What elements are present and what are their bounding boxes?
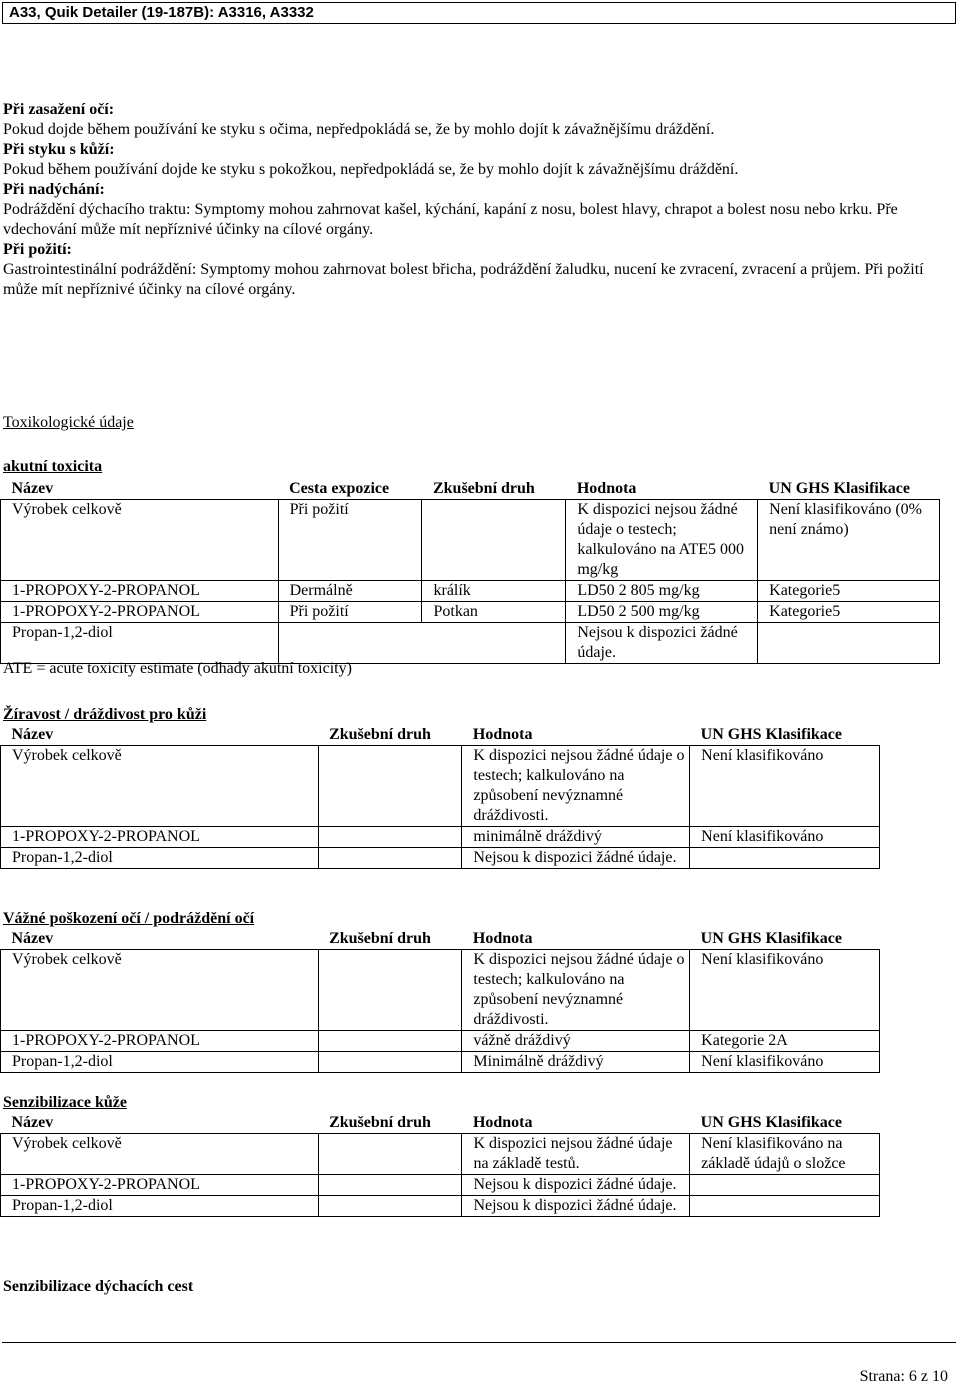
table-row [1, 581, 940, 602]
cell: Kategorie5 [758, 581, 940, 602]
cell [318, 1196, 462, 1217]
cell: Kategorie5 [758, 602, 940, 623]
acute-table [0, 479, 940, 664]
col-species: Zkušební druh [318, 929, 462, 950]
cell: 1-PROPOXY-2-PROPANOL [1, 827, 319, 848]
cell: Propan-1,2-diol [1, 623, 279, 664]
table-row [1, 848, 880, 869]
cell [318, 848, 462, 869]
sens-table [0, 1113, 880, 1217]
cell: 1-PROPOXY-2-PROPANOL [1, 1175, 319, 1196]
cell: K dispozici nejsou žádné údaje o testech; kalkulováno na způsobení nevýznamné dráždivosti. [462, 746, 690, 827]
table-row [1, 827, 880, 848]
table-row [1, 1175, 880, 1196]
section-inhalation [3, 180, 953, 240]
col-value: Hodnota [462, 725, 690, 746]
table-row [1, 1052, 880, 1073]
cell: Propan-1,2-diol [1, 1052, 319, 1073]
cell: Propan-1,2-diol [1, 1196, 319, 1217]
cell [318, 746, 462, 827]
cell: Není klasifikováno (0% není známo) [758, 500, 940, 581]
cell [318, 1134, 462, 1175]
first-aid-sections [3, 100, 953, 300]
cell [690, 1196, 880, 1217]
cell: Není klasifikováno [690, 827, 880, 848]
table-header-row [1, 929, 880, 950]
eye-title: Vážné poškození očí / podráždění očí [3, 910, 255, 927]
table-row [1, 950, 880, 1031]
col-class: UN GHS Klasifikace [690, 1113, 880, 1134]
col-name: Název [1, 1113, 319, 1134]
section-eyes [3, 100, 953, 140]
table-header-row [1, 725, 880, 746]
cell: Výrobek celkově [1, 746, 319, 827]
eye-table [0, 929, 880, 1073]
col-value: Hodnota [462, 1113, 690, 1134]
cell: 1-PROPOXY-2-PROPANOL [1, 581, 279, 602]
table-row [1, 1134, 880, 1175]
col-species: Zkušební druh [318, 1113, 462, 1134]
col-name: Název [1, 929, 319, 950]
col-value: Hodnota [462, 929, 690, 950]
section-text: Podráždění dýchacího traktu: Symptomy mohou zahrnovat kašel, kýchání, kapání z nosu, bolest hlavy, chrapot a bolest nosu nebo krku. Pře vdechování může mít nepříznivé účinky na cílové orgány. [3, 201, 898, 238]
section-heading: Při nadýchání: [3, 181, 105, 198]
section-skin [3, 140, 953, 180]
cell: Potkan [422, 602, 566, 623]
section-heading: Při styku s kůží: [3, 141, 115, 158]
cell: Není klasifikováno [690, 1052, 880, 1073]
cell: Výrobek celkově [1, 950, 319, 1031]
cell: Nejsou k dispozici žádné údaje. [462, 848, 690, 869]
cell: králík [422, 581, 566, 602]
table-row [1, 623, 940, 664]
table-header-row [1, 1113, 880, 1134]
section-text: Pokud během používání dojde ke styku s pokožkou, nepředpokládá se, že by mohlo dojít k závažnějšímu dráždění. [3, 161, 739, 178]
cell [690, 848, 880, 869]
col-value: Hodnota [566, 479, 758, 500]
cell: Nejsou k dispozici žádné údaje. [462, 1196, 690, 1217]
tox-title: Toxikologické údaje [3, 414, 134, 431]
cell [758, 623, 940, 664]
cell: Není klasifikováno na základě údajů o složce [690, 1134, 880, 1175]
page-number: Strana: 6 z 10 [859, 1368, 948, 1385]
cell: LD50 2 500 mg/kg [566, 602, 758, 623]
cell: K dispozici nejsou žádné údaje na základě testů. [462, 1134, 690, 1175]
document-header [2, 2, 956, 24]
section-text: Gastrointestinální podráždění: Symptomy mohou zahrnovat bolest břicha, podráždění žaludku, nucení ke zvracení, zvracení a průjem. Při požití může mít nepříznivé účinky na cílové orgány. [3, 261, 924, 298]
cell: Nejsou k dispozici žádné údaje. [566, 623, 758, 664]
cell: minimálně dráždivý [462, 827, 690, 848]
col-species: Zkušební druh [318, 725, 462, 746]
resp-title: Senzibilizace dýchacích cest [3, 1278, 194, 1295]
cell: Minimálně dráždivý [462, 1052, 690, 1073]
table-row [1, 1196, 880, 1217]
cell: Výrobek celkově [1, 1134, 319, 1175]
table-header-row [1, 479, 940, 500]
acute-title: akutní toxicita [3, 458, 103, 475]
document-title: A33, Quik Detailer (19-187B): A3316, A3332 [9, 4, 314, 21]
section-heading: Při požití: [3, 241, 72, 258]
cell [318, 1052, 462, 1073]
col-class: UN GHS Klasifikace [690, 725, 880, 746]
skin-title: Žíravost / dráždivost pro kůži [3, 706, 207, 723]
table-row [1, 1031, 880, 1052]
cell [422, 500, 566, 581]
col-class: UN GHS Klasifikace [758, 479, 940, 500]
table-row [1, 500, 940, 581]
col-name: Název [1, 725, 319, 746]
sens-title: Senzibilizace kůže [3, 1094, 127, 1111]
col-name: Název [1, 479, 279, 500]
cell [318, 827, 462, 848]
cell: Při požití [278, 602, 422, 623]
cell: Nejsou k dispozici žádné údaje. [462, 1175, 690, 1196]
col-species: Zkušební druh [422, 479, 566, 500]
cell [318, 1031, 462, 1052]
cell: Není klasifikováno [690, 950, 880, 1031]
cell [318, 1175, 462, 1196]
cell [690, 1175, 880, 1196]
cell: LD50 2 805 mg/kg [566, 581, 758, 602]
cell: vážně dráždivý [462, 1031, 690, 1052]
footer-divider [2, 1342, 956, 1343]
cell: Dermálně [278, 581, 422, 602]
ate-note: ATE = acute toxicity estimate (odhady akutní toxicity) [3, 660, 352, 677]
cell [318, 950, 462, 1031]
cell: K dispozici nejsou žádné údaje o testech; kalkulováno na způsobení nevýznamné dráždivosti. [462, 950, 690, 1031]
cell: 1-PROPOXY-2-PROPANOL [1, 602, 279, 623]
cell: K dispozici nejsou žádné údaje o testech; kalkulováno na ATE5 000 mg/kg [566, 500, 758, 581]
cell: 1-PROPOXY-2-PROPANOL [1, 1031, 319, 1052]
section-ingestion [3, 240, 953, 300]
col-class: UN GHS Klasifikace [690, 929, 880, 950]
cell [278, 623, 566, 664]
section-heading: Při zasažení očí: [3, 101, 115, 118]
cell: Propan-1,2-diol [1, 848, 319, 869]
cell: Při požití [278, 500, 422, 581]
skin-table [0, 725, 880, 869]
cell: Výrobek celkově [1, 500, 279, 581]
section-text: Pokud dojde během používání ke styku s očima, nepředpokládá se, že by mohlo dojít k závažnějšímu dráždění. [3, 121, 715, 138]
col-route: Cesta expozice [278, 479, 422, 500]
table-row [1, 602, 940, 623]
table-row [1, 746, 880, 827]
cell: Není klasifikováno [690, 746, 880, 827]
cell: Kategorie 2A [690, 1031, 880, 1052]
